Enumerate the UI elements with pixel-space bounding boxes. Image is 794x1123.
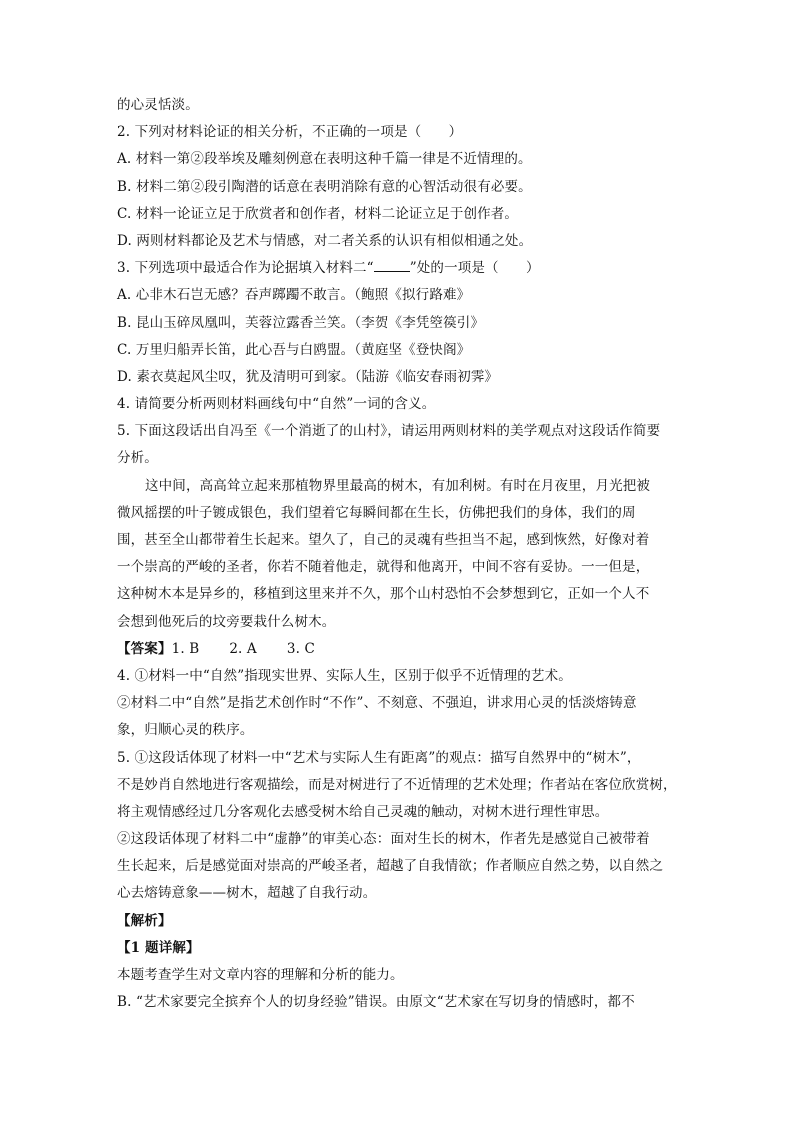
analysis-text: B. “艺术家要完全摈弃个人的切身经验”错误。由原文“艺术家在写切身的情感时，都不 (117, 994, 635, 1011)
analysis-label: 【解析】 (117, 912, 172, 929)
passage-line: 会想到他死后的坟旁要栽什么树木。 (117, 613, 336, 630)
answer-4-part-1: 4. ①材料一中“自然”指现实世界、实际人生，区别于似乎不近情理的艺术。 (117, 667, 572, 684)
answer-1: 1. B (171, 640, 200, 657)
answer-2: 2. A (229, 640, 257, 657)
answer-5-part-2-cont: 心去熔铸意象——树木，超越了自我行动。 (117, 885, 377, 902)
question-3-option-a: A. 心非木石岂无感？吞声踯躅不敢言。（鲍照《拟行路难》 (117, 287, 471, 304)
question-2-stem: 2. 下列对材料论证的相关分析，不正确的一项是（ ） (117, 124, 463, 141)
answer-5-part-2: ②这段话体现了材料二中“虚静”的审美心态：面对生长的树木，作者先是感觉自己被带着 (117, 831, 650, 848)
question-4: 4. 请简要分析两则材料画线句中“自然”一词的含义。 (117, 396, 436, 413)
question-3-stem-post: ”处的一项是（ ） (409, 260, 540, 277)
answer-label: 【答案】 (117, 640, 172, 657)
question-3-stem (117, 255, 677, 282)
analysis-subheading: 【1 题详解】 (117, 939, 200, 956)
answer-5-part-1-cont: 将主观情感经过几分客观化去感受树木给自己灵魂的触动，对树木进行理性审思。 (117, 803, 609, 820)
document-page (117, 92, 677, 1016)
answer-5-part-2-cont: 生长起来，后是感觉面对崇高的严峻圣者，超越了自我情欲；作者顺应自然之势，以自然之 (117, 858, 663, 875)
passage-line: 围，甚至全山都带着生长起来。望久了，自己的灵魂有些担当不起，感到恢然，好像对着 (117, 532, 650, 548)
answer-4-part-2-cont: 象，归顺心灵的秩序。 (117, 722, 254, 739)
passage-line: 这种树木本是异乡的，移植到这里来并不久，那个山村恐怕不会梦想到它，正如一个人不 (117, 586, 650, 603)
fill-blank (374, 261, 410, 272)
question-5-line-1: 5. 下面这段话出自冯至《一个消逝了的山村》，请运用两则材料的美学观点对这段话作简要 (117, 423, 661, 440)
question-3-option-d: D. 素衣莫起风尘叹，犹及清明可到家。（陆游《临安春雨初霁》 (117, 368, 499, 385)
answer-5-part-1: 5. ①这段话体现了材料一中“艺术与实际人生有距离”的观点：描写自然界中的“树木”， (117, 749, 641, 766)
answer-4-part-2: ②材料二中“自然”是指艺术创作时“不作”、不刻意、不强迫，讲求用心灵的恬淡熔铸意 (117, 695, 637, 712)
question-5-line-2: 分析。 (117, 450, 158, 467)
question-2-option-a: A. 材料一第②段举埃及雕刻例意在表明这种千篇一律是不近情理的。 (117, 151, 532, 168)
question-2-option-c: C. 材料一论证立足于欣赏者和创作者，材料二论证立足于创作者。 (117, 205, 519, 222)
text-line: 的心灵恬淡。 (117, 97, 199, 113)
question-3-option-b: B. 昆山玉碎凤凰叫，芙蓉泣露香兰笑。（李贺《李凭箜篌引》 (117, 314, 485, 331)
passage-line: 一个崇高的严峻的圣者，你若不随着他走，就得和他离开，中间不容有妥协。一一但是， (117, 559, 650, 576)
answer-5-part-1-cont: 不是妙肖自然地进行客观描绘，而是对树进行了不近情理的艺术处理；作者站在客位欣赏树， (117, 776, 677, 793)
question-2-option-b: B. 材料二第②段引陶潜的话意在表明消除有意的心智活动很有必要。 (117, 178, 532, 195)
passage-line: 这中间，高高耸立起来那植物界里最高的树木，有加利树。有时在月夜里，月光把被 (145, 477, 651, 494)
passage-line: 微风摇摆的叶子镀成银色，我们望着它每瞬间都在生长，仿佛把我们的身体，我们的周 (117, 504, 636, 521)
question-2-option-d: D. 两则材料都论及艺术与情感，对二者关系的认识有相似相通之处。 (117, 232, 533, 249)
analysis-text: 本题考查学生对文章内容的理解和分析的能力。 (117, 967, 404, 983)
answer-line (117, 636, 677, 663)
question-3-option-c: C. 万里归船弄长笛，此心吾与白鸥盟。（黄庭坚《登快阁》 (117, 341, 471, 358)
answer-3: 3. C (286, 640, 315, 657)
question-3-stem-pre: 3. 下列选项中最适合作为论据填入材料二“ (117, 260, 374, 277)
